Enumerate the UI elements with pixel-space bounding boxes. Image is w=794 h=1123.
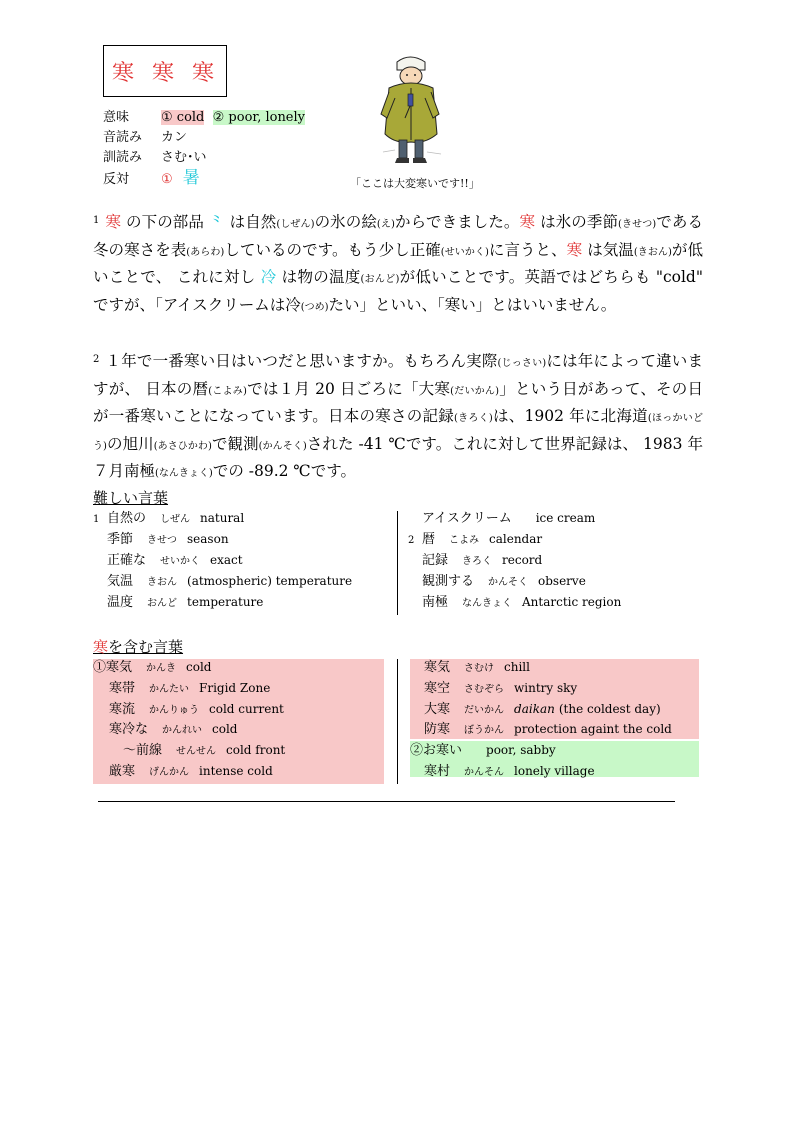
paragraph1-text: 寒 — [519, 213, 536, 231]
compound-word: ～前線 — [123, 743, 163, 759]
vocab-reading: きろく — [462, 556, 493, 567]
paragraph2-text: での -89.2 ℃です。 — [212, 462, 357, 480]
meaning-values — [161, 108, 305, 128]
compound-row — [109, 761, 273, 782]
vocab-reading: おんど — [147, 598, 178, 609]
vocab-word: 暦 — [422, 532, 436, 547]
vocab-reading: せいかく — [160, 556, 201, 567]
paragraph1-text: (せいかく) — [440, 246, 489, 258]
vocab-english: exact — [210, 553, 243, 567]
compound-english: Frigid Zone — [199, 680, 271, 695]
compound-english: protection againt the cold — [514, 722, 672, 737]
paragraph1-text: 寒 — [105, 213, 122, 231]
paragraph2-number: 2 — [93, 354, 100, 365]
paragraph1-text: ⺀ — [209, 213, 225, 231]
vocab-word: 南極 — [422, 595, 449, 610]
compound-english: cold — [186, 660, 212, 674]
meaning-1: ① cold — [161, 110, 205, 125]
compound-reading: かんそん — [464, 766, 505, 778]
meaning-2: ② poor, lonely — [212, 110, 306, 125]
compound-english-italic: daikan — [514, 701, 555, 716]
vocab-right-list — [408, 508, 708, 618]
compound-english: cold front — [226, 743, 286, 758]
compound-english: (the coldest day) — [558, 701, 661, 716]
compound-row — [424, 699, 661, 720]
paragraph1-text: 冷 — [260, 268, 277, 286]
paragraph1-text: の氷の絵 — [314, 213, 377, 231]
paragraph1-text: が低いことで、 これに対し — [93, 240, 703, 286]
vocab-left-list — [93, 508, 393, 618]
paragraph2-text: では１月 20 日ごろに「大寒 — [246, 379, 451, 398]
vocab-word: 気温 — [107, 574, 134, 589]
compounds-right-list — [408, 657, 699, 783]
paragraph2-text: (ほっかいどう) — [93, 413, 703, 452]
paragraph2-text: された -41 ℃です。これに対して世界記録は、 1983 年７月南極 — [93, 434, 703, 480]
vocab-row — [408, 571, 586, 592]
compound-reading: かんき — [146, 663, 177, 674]
paragraph2-text: (こよみ) — [208, 385, 247, 397]
paragraph1-number: 1 — [93, 215, 100, 226]
opposite-num: ① — [161, 172, 173, 187]
compound-reading: げんかん — [149, 767, 190, 778]
kanji-sample-1: 寒 — [112, 61, 135, 86]
compound-english: chill — [504, 660, 530, 674]
vocab-english: Antarctic region — [522, 595, 622, 609]
paragraph1-text: (つめ) — [300, 301, 329, 313]
paragraph1-text: である冬の寒さを表 — [93, 213, 703, 259]
compound-word: 大寒 — [424, 701, 451, 717]
meaning-label: 意味 — [103, 110, 130, 125]
paragraph1-text: (え) — [376, 219, 395, 230]
paragraph2-text: 」という日があって、その日が一番寒いことになっています。日本の寒さの記録 — [93, 379, 703, 425]
paragraph-1 — [93, 210, 703, 320]
compound-word: 防寒 — [424, 722, 451, 738]
vocab-row — [408, 529, 542, 550]
vocab-word: 観測する — [422, 574, 475, 589]
vocab-row — [408, 508, 595, 529]
opposite-kanji: 暑 — [182, 168, 200, 188]
vocab-word: 記録 — [422, 553, 449, 568]
compound-reading: かんりゅう — [149, 704, 200, 716]
paragraph2-text: には年によって違いますが、 日本の暦 — [93, 352, 703, 398]
vocab-divider — [397, 511, 398, 615]
vocab-english: calendar — [489, 532, 543, 546]
vocab-word: アイスクリーム — [422, 511, 512, 526]
onyomi-value: カン — [161, 130, 188, 145]
compound-row — [410, 740, 556, 761]
paragraph2-text: (あさひかわ) — [153, 440, 212, 452]
paragraph-2 — [93, 349, 703, 487]
compounds-title-rest: を含む言葉 — [108, 638, 184, 656]
paragraph2-text: は、1902 年に北海道 — [492, 407, 648, 425]
vocab-row — [408, 550, 542, 571]
compounds-left-list — [93, 657, 384, 783]
vocab-row — [93, 571, 352, 592]
kanji-sample-box — [103, 45, 227, 97]
compounds-title — [93, 636, 183, 657]
vocab-reading: きせつ — [147, 535, 178, 546]
paragraph2-text: で観測 — [211, 434, 259, 453]
compound-row — [93, 657, 211, 678]
paragraph1-text: が低いことです。英語ではどちらも "cold" ですが、「アイスクリームは冷 — [93, 268, 703, 314]
compound-word: 寒空 — [424, 680, 451, 696]
paragraph1-text: (あらわ) — [186, 246, 225, 258]
kunyomi-label: 訓読み — [103, 150, 143, 165]
paragraph1-text: に言うと、 — [488, 240, 567, 259]
compound-word: 寒帯 — [109, 680, 136, 696]
vocab-num: 2 — [408, 535, 415, 546]
paragraph1-text: 寒 — [566, 240, 583, 259]
vocab-row — [93, 592, 263, 613]
paragraph1-text: の下の部品 — [121, 213, 209, 231]
paragraph2-text: (じっさい) — [497, 358, 547, 369]
vocab-english: record — [502, 553, 543, 567]
bottom-rule — [98, 801, 675, 802]
vocab-row — [93, 508, 244, 529]
kanji-sample-3: 寒 — [192, 61, 215, 86]
compound-reading: ぼうかん — [464, 725, 505, 737]
vocab-row — [93, 529, 229, 550]
compound-english: wintry sky — [514, 680, 578, 695]
vocab-num: 1 — [93, 514, 100, 525]
vocab-reading: きおん — [147, 577, 178, 588]
vocab-english: natural — [200, 511, 245, 525]
vocab-word: 自然の — [107, 511, 147, 526]
compound-reading: かんれい — [162, 725, 203, 737]
paragraph1-text: たい」といい、「寒い」とはいいません。 — [328, 295, 617, 314]
paragraph1-text: からできました。 — [394, 213, 520, 231]
compounds-title-kanji: 寒 — [93, 638, 109, 656]
opposite-label: 反対 — [103, 172, 130, 187]
compound-row — [109, 699, 284, 720]
vocab-reading: かんそく — [488, 577, 529, 588]
paragraph1-text: (しぜん) — [276, 219, 315, 230]
paragraph2-text: １年で一番寒い日はいつだと思いますか。もちろん実際 — [105, 352, 498, 370]
compound-word: 寒村 — [424, 763, 451, 779]
compound-row — [109, 678, 270, 699]
compound-word: 寒気 — [424, 660, 451, 675]
vocab-row — [408, 592, 621, 613]
illustration-caption: 「ここは大変寒いです!!」 — [350, 177, 480, 190]
compound-word: ①寒気 — [93, 660, 133, 675]
compound-reading: かんたい — [149, 683, 190, 695]
compound-word: 寒流 — [109, 701, 136, 717]
compound-reading: さむぞら — [464, 683, 505, 695]
paragraph2-text: (なんきょく) — [155, 468, 213, 479]
kanji-sample-2: 寒 — [152, 61, 175, 86]
vocab-english: observe — [538, 574, 586, 588]
compounds-divider — [397, 659, 398, 784]
vocab-english: (atmospheric) temperature — [187, 574, 353, 588]
vocab-english: ice cream — [535, 511, 596, 525]
paragraph2-text: の旭川 — [106, 434, 154, 453]
compound-english: intense cold — [199, 764, 273, 778]
vocab-english: season — [187, 532, 229, 546]
paragraph1-text: (きおん) — [633, 246, 672, 258]
paragraph1-text: は自然 — [224, 213, 277, 231]
paragraph1-text: (おんど) — [360, 274, 400, 285]
paragraph2-text: (だいかん) — [450, 385, 500, 397]
paragraph1-text: は物の温度 — [276, 268, 361, 286]
compound-word: 厳寒 — [109, 764, 136, 779]
cold-person-illustration — [375, 52, 445, 168]
compound-reading: だいかん — [464, 704, 505, 716]
vocab-word: 季節 — [107, 532, 134, 547]
vocab-title: 難しい言葉 — [93, 489, 169, 507]
paragraph2-text: (きろく) — [453, 413, 493, 424]
compound-row — [123, 740, 285, 761]
paragraph2-text: (かんそく) — [258, 440, 307, 452]
vocab-word: 正確な — [107, 553, 147, 568]
paragraph1-text: は気温 — [582, 240, 634, 259]
compound-row — [424, 657, 530, 678]
kunyomi-value: さむ･い — [161, 150, 207, 165]
vocab-reading: しぜん — [160, 514, 191, 525]
compound-row — [424, 719, 672, 740]
compound-row — [424, 678, 577, 699]
compound-english: lonely village — [514, 763, 595, 778]
paragraph1-text: (きせつ) — [618, 219, 657, 230]
vocab-reading: こよみ — [449, 535, 480, 546]
paragraph1-text: は氷の季節 — [535, 213, 619, 231]
vocab-english: temperature — [187, 595, 264, 609]
compound-english: cold current — [209, 701, 284, 716]
compound-english: cold — [212, 722, 238, 737]
onyomi-label: 音読み — [103, 130, 143, 145]
vocab-row — [93, 550, 243, 571]
compound-row — [424, 761, 595, 782]
opposite-value — [161, 168, 200, 190]
compound-reading: さむけ — [464, 663, 495, 674]
compound-reading: せんせん — [176, 746, 217, 758]
compound-row — [109, 719, 237, 740]
compound-english: poor, sabby — [486, 743, 556, 757]
paragraph1-text: しているのです。もう少し正確 — [224, 240, 441, 259]
vocab-reading: なんきょく — [462, 598, 513, 609]
compound-word: ②お寒い — [410, 743, 463, 758]
kanji-info — [103, 108, 363, 192]
vocab-word: 温度 — [107, 595, 134, 610]
compound-word: 寒冷な — [109, 722, 149, 738]
